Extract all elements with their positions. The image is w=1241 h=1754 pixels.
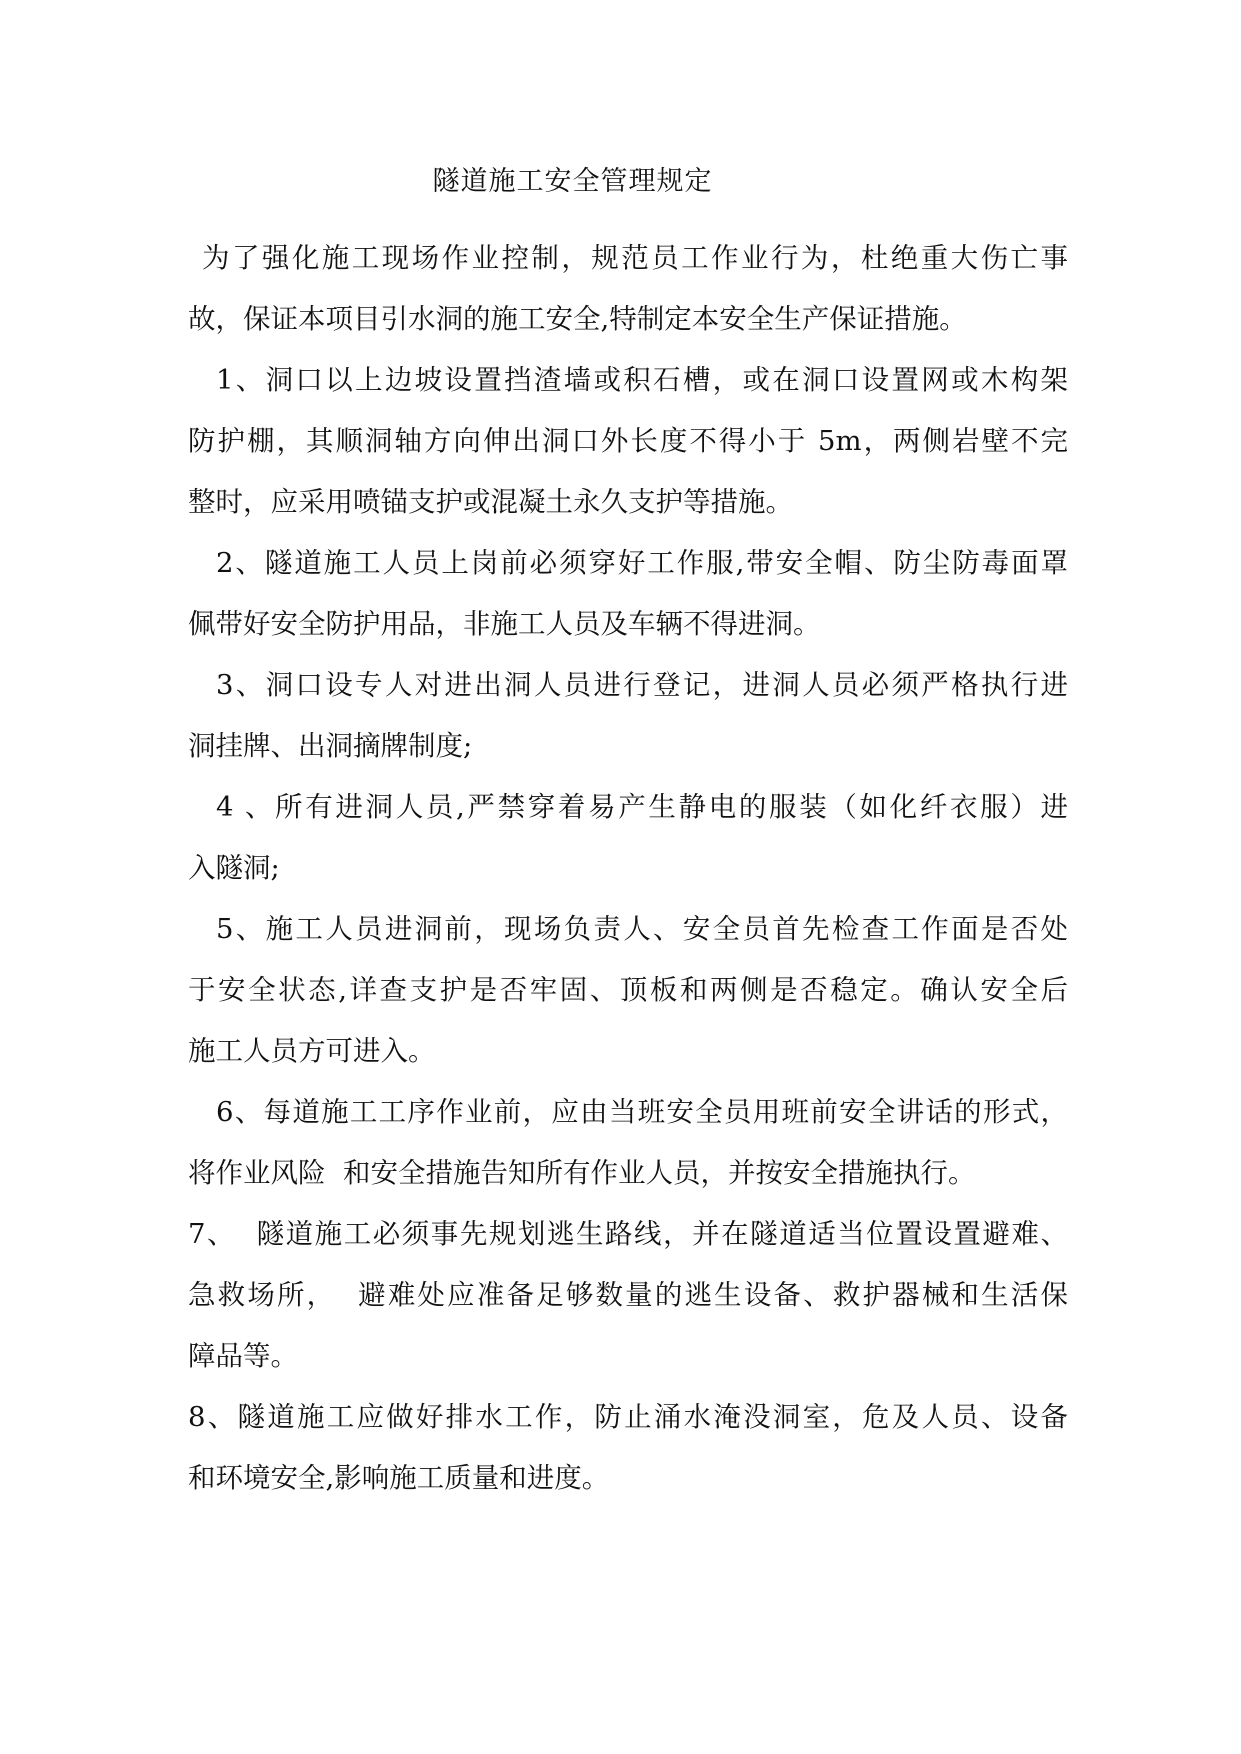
- item-7-line-1: 7、 隧道施工必须事先规划逃生路线，并在隧道适当位置设置避难、: [188, 1218, 1068, 1250]
- item-7-line-2: 急救场所， 避难处应准备足够数量的逃生设备、救护器械和生活保: [188, 1279, 1068, 1311]
- item-3-line-1: 3、洞口设专人对进出洞人员进行登记，进洞人员必须严格执行进: [216, 669, 1068, 701]
- item-6-line-1: 6、每道施工工序作业前，应由当班安全员用班前安全讲话的形式，: [216, 1096, 1068, 1128]
- intro-line-2: 故，保证本项目引水洞的施工安全,特制定本安全生产保证措施。: [188, 303, 967, 335]
- item-1-line-2: 防护棚，其顺洞轴方向伸出洞口外长度不得小于 5m，两侧岩壁不完: [188, 425, 1068, 457]
- item-5-line-2: 于安全状态,详查支护是否牢固、顶板和两侧是否稳定。确认安全后: [188, 974, 1068, 1006]
- document-title: 隧道施工安全管理规定: [432, 166, 713, 197]
- item-2-line-1: 2、隧道施工人员上岗前必须穿好工作服,带安全帽、防尘防毒面罩: [216, 547, 1068, 579]
- intro-line-1: 为了强化施工现场作业控制，规范员工作业行为，杜绝重大伤亡事: [202, 242, 1068, 274]
- item-8-line-1: 8、隧道施工应做好排水工作，防止涌水淹没洞室，危及人员、设备: [188, 1401, 1068, 1433]
- item-2-line-2: 佩带好安全防护用品，非施工人员及车辆不得进洞。: [188, 608, 821, 640]
- item-4-line-1: 4 、所有进洞人员,严禁穿着易产生静电的服装（如化纤衣服）进: [216, 791, 1068, 823]
- item-6-line-2: 将作业风险 和安全措施告知所有作业人员，并按安全措施执行。: [188, 1157, 976, 1189]
- item-3-line-2: 洞挂牌、出洞摘牌制度;: [188, 730, 473, 762]
- item-4-line-2: 入隧洞;: [188, 852, 280, 884]
- item-1-line-3: 整时，应采用喷锚支护或混凝土永久支护等措施。: [188, 486, 793, 518]
- item-8-line-2: 和环境安全,影响施工质量和进度。: [188, 1462, 610, 1494]
- item-1-line-1: 1、洞口以上边坡设置挡渣墙或积石槽，或在洞口设置网或木构架: [216, 364, 1068, 396]
- item-5-line-3: 施工人员方可进入。: [188, 1035, 436, 1067]
- item-7-line-3: 障品等。: [188, 1340, 298, 1372]
- document-body: [188, 228, 1068, 1509]
- item-5-line-1: 5、施工人员进洞前，现场负责人、安全员首先检查工作面是否处: [216, 913, 1068, 945]
